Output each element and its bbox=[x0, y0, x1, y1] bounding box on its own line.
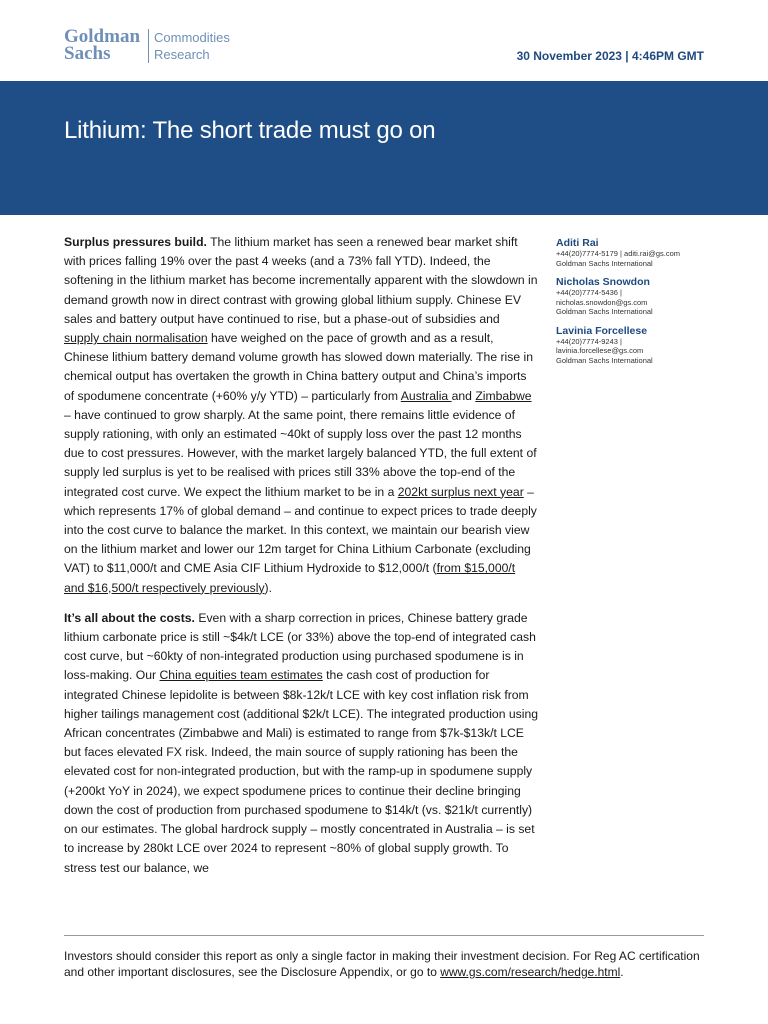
link-zimbabwe[interactable]: Zimbabwe bbox=[475, 388, 532, 403]
author-firm: Goldman Sachs International bbox=[556, 307, 653, 316]
text-run: – have continued to grow sharply. At the same point, there remains little evidence of supply rationing, with only an estimated ~40kt of supply loss over the past 12 months due to cost pressures. However, with the market largely balanced YTD, the full extent of supply led surplus is yet to be realised with prices still 33% above the top-end of the integrated cost curve. We expect the lithium market to be in a bbox=[64, 407, 537, 499]
author-phone: +44(20)7774-5436 | bbox=[556, 288, 622, 297]
link-supply-chain-normalisation[interactable]: supply chain normalisation bbox=[64, 331, 208, 346]
text-run: and bbox=[451, 388, 476, 403]
report-title: Lithium: The short trade must go on bbox=[64, 117, 436, 144]
author-firm: Goldman Sachs International bbox=[556, 258, 653, 268]
author-name[interactable]: Aditi Rai bbox=[556, 237, 599, 249]
author-email: lavinia.forcellese@gs.com bbox=[556, 346, 644, 355]
text-run: Even with a sharp correction in prices, Chinese battery grade lithium carbonate price is still ~$4k/t LCE (or 33%) above the top-end of integrated cash cost curve, but ~60kty of non-integrated production using purchased spodumene is in loss-making. Our bbox=[64, 610, 536, 683]
link-surplus-next-year[interactable]: 202kt surplus next year bbox=[397, 484, 524, 499]
disclosure-footer bbox=[64, 948, 704, 980]
link-china-equities-estimates[interactable]: China equities team estimates bbox=[159, 668, 323, 683]
paragraph-surplus bbox=[64, 233, 538, 598]
text-run: have weighed on the pace of growth and as a result, Chinese lithium battery demand volume growth has slowed down materially. The rise in chemical output has overtaken the growth in China battery output and China’s imports of spodumene concentrate (+60% y/y YTD) – particularly from bbox=[64, 331, 533, 403]
title-banner bbox=[0, 81, 768, 215]
author-card bbox=[556, 325, 706, 366]
logo-wordmark bbox=[64, 28, 144, 62]
logo-line-1: Goldman bbox=[64, 26, 141, 47]
text-run: The lithium market has seen a renewed bear market shift with prices falling 19% over the past 4 weeks (and a 73% fall YTD). Indeed, the softening in the lithium market has become incrementally apparent with the slowdown in demand growth now in direct contrast with growing global lithium supply. Chinese EV sales and battery output have continued to rise, but a phase-out of subsidies and bbox=[64, 235, 538, 326]
text-run: ). bbox=[264, 580, 272, 595]
link-australia[interactable]: Australia bbox=[400, 388, 452, 403]
link-previous-targets[interactable]: from $15,000/t and $16,500/t respectively previously bbox=[64, 561, 516, 595]
paragraph-costs bbox=[64, 609, 538, 878]
author-contact: +44(20)7774-5179 | aditi.rai@gs.com bbox=[556, 249, 681, 258]
division-line-2: Research bbox=[154, 47, 210, 62]
author-card bbox=[556, 276, 706, 317]
disclosure-link[interactable]: www.gs.com/research/hedge.html bbox=[440, 965, 621, 979]
division-line-1: Commodities bbox=[154, 30, 230, 45]
author-card bbox=[556, 237, 706, 268]
author-phone: +44(20)7774-9243 | bbox=[556, 336, 622, 346]
text-run: – which represents 17% of global demand – and continue to expect prices to trade deeply into the cost curve to balance the market. In this context, we maintain our bearish view on the lithium market and lower our 12m target for China Lithium Carbonate (excluding VAT) to $11,000/t and CME Asia CIF Lithium Hydroxide to $12,000/t ( bbox=[64, 484, 537, 576]
footer-divider bbox=[64, 935, 704, 936]
logo-divider bbox=[148, 29, 149, 63]
logo-line-2: Sachs bbox=[64, 43, 111, 64]
paragraph-lead: Surplus pressures build. bbox=[64, 235, 207, 249]
report-body bbox=[64, 233, 538, 889]
author-name[interactable]: Lavinia Forcellese bbox=[556, 324, 648, 337]
page-header bbox=[0, 0, 768, 80]
footer-end: . bbox=[620, 965, 624, 979]
author-name[interactable]: Nicholas Snowdon bbox=[556, 276, 650, 288]
author-email: nicholas.snowdon@gs.com bbox=[556, 297, 648, 307]
text-run: the cash cost of production for integrated Chinese lepidolite is between $8k-12k/t LCE with key cost inflation risk from higher tailings management cost (additional $2k/t LCE). The integrated production using African concentrates (Zimbabwe and Mali) is estimated to range from $7k-$13k/t LCE but faces elevated FX risk. Indeed, the main source of supply rationing has been the elevated cost for non-integrated production, but with the ramp-up in spodumene supply (+200kt YoY in 2024), we expect spodumene prices to continue their decline bringing down the cost of production from purchased spodumene to $14k/t (vs. $21k/t currently) on our estimates. The global hardrock supply – mostly concentrated in Australia – is set to increase by 280kt LCE over 2024 to represent ~80% of global supply growth. To stress test our balance, we bbox=[64, 668, 539, 875]
footer-text: Investors should consider this report as only a single factor in making their investment decision. For Reg AC certification and other important disclosures, see the Disclosure Appendix, or go to bbox=[64, 949, 700, 979]
author-firm: Goldman Sachs International bbox=[556, 355, 653, 365]
report-date: 30 November 2023 | 4:46PM GMT bbox=[516, 49, 704, 63]
paragraph-lead: It’s all about the costs. bbox=[64, 610, 195, 625]
division-name bbox=[154, 29, 244, 63]
author-list bbox=[556, 237, 706, 373]
